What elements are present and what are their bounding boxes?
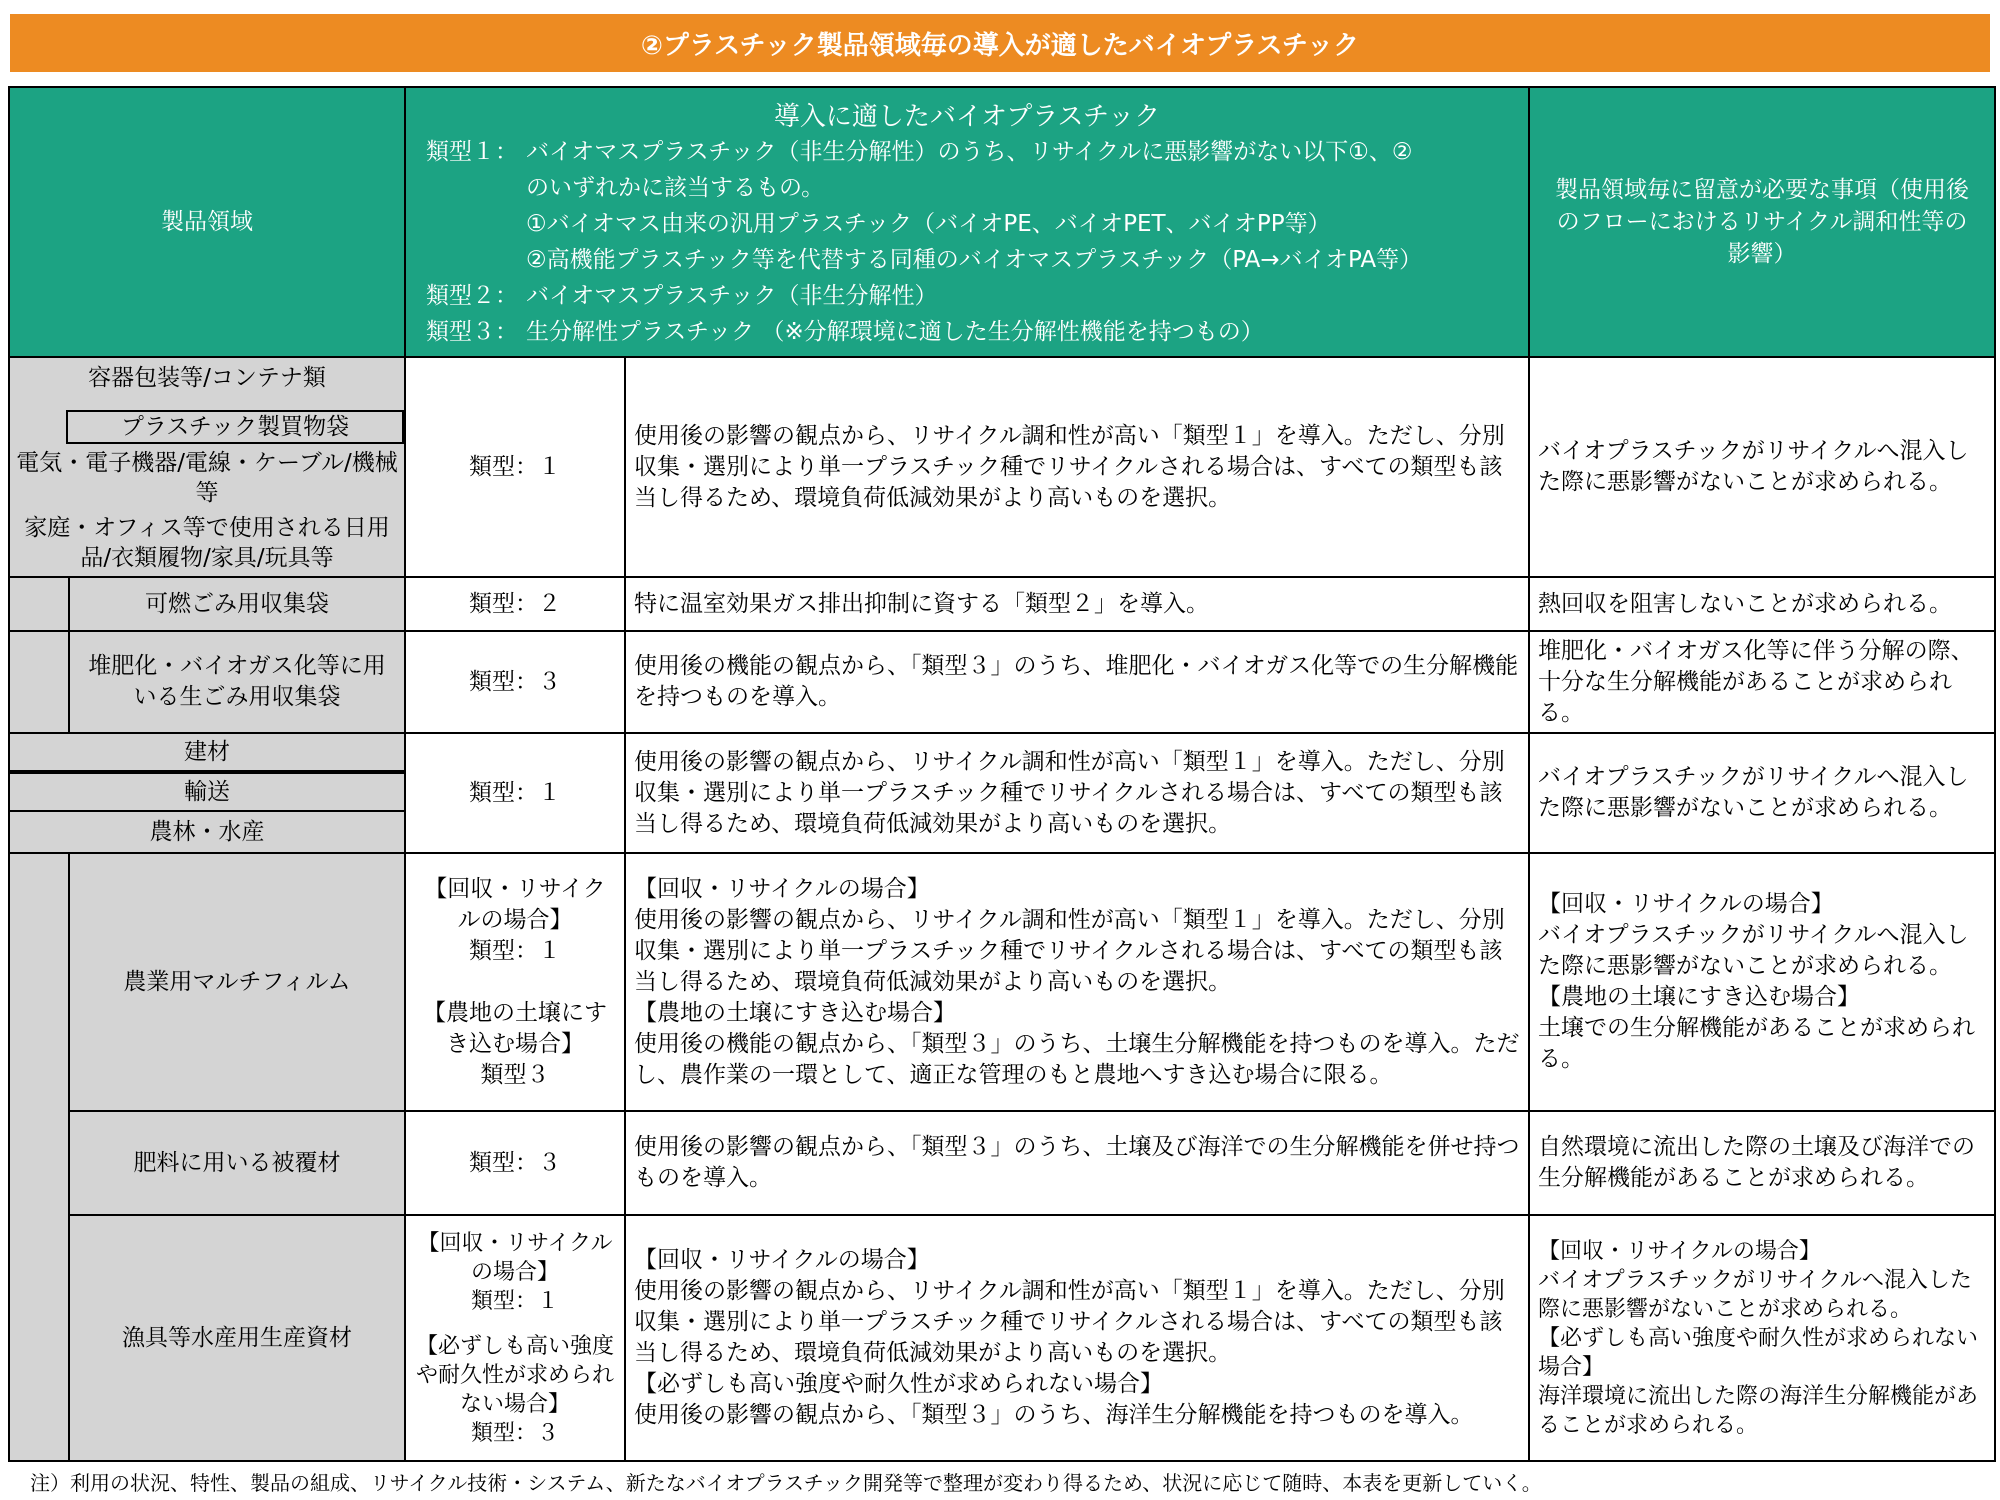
- row5-description: [624, 852, 1530, 1112]
- header-product-domain: [8, 86, 406, 358]
- row5-type-b: 【農地の土壌にすき込む場合】: [423, 999, 607, 1057]
- row7-type-a: 【回収・リサイクルの場合】: [417, 1230, 613, 1285]
- header-notes: [1528, 86, 1996, 358]
- header-line: 類型２： バイオマスプラスチック（非生分解性）: [426, 283, 938, 309]
- row2-note: 熱回収を阻害しないことが求められる。: [1528, 576, 1996, 632]
- row5-note-h1: 【回収・リサイクルの場合】: [1538, 891, 1834, 917]
- header-line: 類型１： バイオマスプラスチック（非生分解性）のうち、リサイクルに悪影響がない以下①、②: [426, 139, 1413, 165]
- row6-description: 使用後の影響の観点から、「類型３」のうち、土壌及び海洋での生分解機能を併せ持つものを導入。: [624, 1110, 1530, 1216]
- row5-note-t1: バイオプラスチックがリサイクルへ混入した際に悪影響がないことが求められる。: [1538, 922, 1969, 979]
- row5-desc-h2: 【農地の土壌にすき込む場合】: [634, 999, 956, 1026]
- row7-note: [1528, 1214, 1996, 1462]
- header-line: のいずれかに該当するもの。: [526, 175, 825, 201]
- row7-label: 漁具等水産用生産資材: [68, 1214, 406, 1462]
- row3-label: 堆肥化・バイオガス化等に用いる生ごみ用収集袋: [68, 630, 406, 734]
- row3-type: 類型：３: [404, 630, 626, 734]
- row7-desc-h2: 【必ずしも高い強度や耐久性が求められない場合】: [634, 1371, 1163, 1397]
- row5-type-a-val: 類型：１: [469, 937, 561, 964]
- row3-indent: [8, 630, 70, 734]
- row7-desc-h1: 【回収・リサイクルの場合】: [634, 1247, 930, 1273]
- row1-description: 使用後の影響の観点から、リサイクル調和性が高い「類型１」を導入。ただし、分別収集・選別により単一プラスチック種でリサイクルされる場合は、すべての類型も該当し得るため、環境負荷低減効果がより高いものを選択。: [624, 356, 1530, 578]
- row7-type: [404, 1214, 626, 1462]
- row2-description: 特に温室効果ガス排出抑制に資する「類型２」を導入。: [624, 576, 1530, 632]
- header-line: ①バイオマス由来の汎用プラスチック（バイオPE、バイオPET、バイオPP等）: [526, 211, 1331, 237]
- row3-description: 使用後の機能の観点から、「類型３」のうち、堆肥化・バイオガス化等での生分解機能を持つものを導入。: [624, 630, 1530, 734]
- footnote: 注）利用の状況、特性、製品の組成、リサイクル技術・システム、新たなバイオプラスチック開発等で整理が変わり得るため、状況に応じて随時、本表を更新していく。: [30, 1471, 1542, 1495]
- row1-label-daily-goods: 家庭・オフィス等で使用される日用品/衣類履物/家具/玩具等: [24, 515, 390, 571]
- row4-description: 使用後の影響の観点から、リサイクル調和性が高い「類型１」を導入。ただし、分別収集・選別により単一プラスチック種でリサイクルされる場合は、すべての類型も該当し得るため、環境負荷低減効果がより高いものを選択。: [624, 732, 1530, 854]
- row4-type: 類型：１: [404, 732, 626, 854]
- row7-note-h1: 【回収・リサイクルの場合】: [1538, 1238, 1821, 1264]
- row6-label: 肥料に用いる被覆材: [68, 1110, 406, 1216]
- agri-indent: [8, 852, 70, 1462]
- header-suitable-title: 導入に適したバイオプラスチック: [773, 102, 1161, 132]
- row6-type: 類型：３: [404, 1110, 626, 1216]
- row7-note-t1: バイオプラスチックがリサイクルへ混入した際に悪影響がないことが求められる。: [1538, 1267, 1972, 1322]
- row5-label: 農業用マルチフィルム: [68, 852, 406, 1112]
- header-suitable-bioplastic: [404, 86, 1530, 358]
- row5-type-b-val: 類型３: [480, 1061, 550, 1088]
- row7-desc-t2: 使用後の影響の観点から、「類型３」のうち、海洋生分解機能を持つものを導入。: [634, 1402, 1474, 1428]
- row6-note: 自然環境に流出した際の土壌及び海洋での生分解機能があることが求められる。: [1528, 1110, 1996, 1216]
- row3-note: 堆肥化・バイオガス化等に伴う分解の際、十分な生分解機能があることが求められる。: [1528, 630, 1996, 734]
- row5-desc-h1: 【回収・リサイクルの場合】: [634, 875, 930, 902]
- row7-type-b-val: 類型：３: [470, 1420, 559, 1446]
- row7-type-b: 【必ずしも高い強度や耐久性が求められない場合】: [415, 1333, 614, 1417]
- row7-note-t2: 海洋環境に流出した際の海洋生分解機能があることが求められる。: [1538, 1383, 1979, 1438]
- row2-type: 類型：２: [404, 576, 626, 632]
- row5-note-h2: 【農地の土壌にすき込む場合】: [1538, 984, 1860, 1010]
- header-line: ②高機能プラスチック等を代替する同種のバイオマスプラスチック（PA→バイオPA等）: [526, 247, 1423, 273]
- row1-label-shopping-bag: プラスチック製買物袋: [66, 410, 404, 444]
- title-banner: ②プラスチック製品領域毎の導入が適したバイオプラスチック: [10, 14, 1990, 72]
- row5-type-a: 【回収・リサイクルの場合】: [424, 875, 606, 933]
- row4-label-agri-fish: 農林・水産: [8, 810, 406, 854]
- row1-type: 類型：１: [404, 356, 626, 578]
- row4-label-building: 建材: [8, 732, 406, 772]
- row1-label-containers: 容器包装等/コンテナ類: [88, 364, 326, 391]
- row7-description: [624, 1214, 1530, 1462]
- header-line: 類型３： 生分解性プラスチック （※分解環境に適した生分解性機能を持つもの）: [426, 319, 1264, 345]
- row5-note: [1528, 852, 1996, 1112]
- row5-note-t2: 土壌での生分解機能があることが求められる。: [1538, 1015, 1975, 1072]
- header-product-domain-label: 製品領域: [161, 208, 253, 235]
- row4-note: バイオプラスチックがリサイクルへ混入した際に悪影響がないことが求められる。: [1528, 732, 1996, 854]
- row5-type: [404, 852, 626, 1112]
- row1-note: バイオプラスチックがリサイクルへ混入した際に悪影響がないことが求められる。: [1528, 356, 1996, 578]
- row7-note-h2: 【必ずしも高い強度や耐久性が求められない場合】: [1538, 1325, 1979, 1380]
- row5-desc-t2: 使用後の機能の観点から、「類型３」のうち、土壌生分解機能を持つものを導入。ただし、農作業の一環として、適正な管理のもと農地へすき込む場合に限る。: [634, 1030, 1520, 1088]
- header-notes-label: 製品領域毎に留意が必要な事項（使用後のフローにおけるリサイクル調和性等の影響）: [1555, 177, 1969, 267]
- row7-desc-t1: 使用後の影響の観点から、リサイクル調和性が高い「類型１」を導入。ただし、分別収集・選別により単一プラスチック種でリサイクルされる場合は、すべての類型も該当し得るため、環境負荷低減効果がより高いものを選択。: [634, 1278, 1505, 1366]
- row2-label: 可燃ごみ用収集袋: [68, 576, 406, 632]
- row4-label-transport: 輸送: [8, 772, 406, 812]
- row1-label-electronics: 電気・電子機器/電線・ケーブル/機械等: [16, 450, 398, 506]
- row5-desc-t1: 使用後の影響の観点から、リサイクル調和性が高い「類型１」を導入。ただし、分別収集・選別により単一プラスチック種でリサイクルされる場合は、すべての類型も該当し得るため、環境負荷低減効果がより高いものを選択。: [634, 906, 1505, 995]
- row2-indent: [8, 576, 70, 632]
- row7-type-a-val: 類型：１: [470, 1288, 559, 1314]
